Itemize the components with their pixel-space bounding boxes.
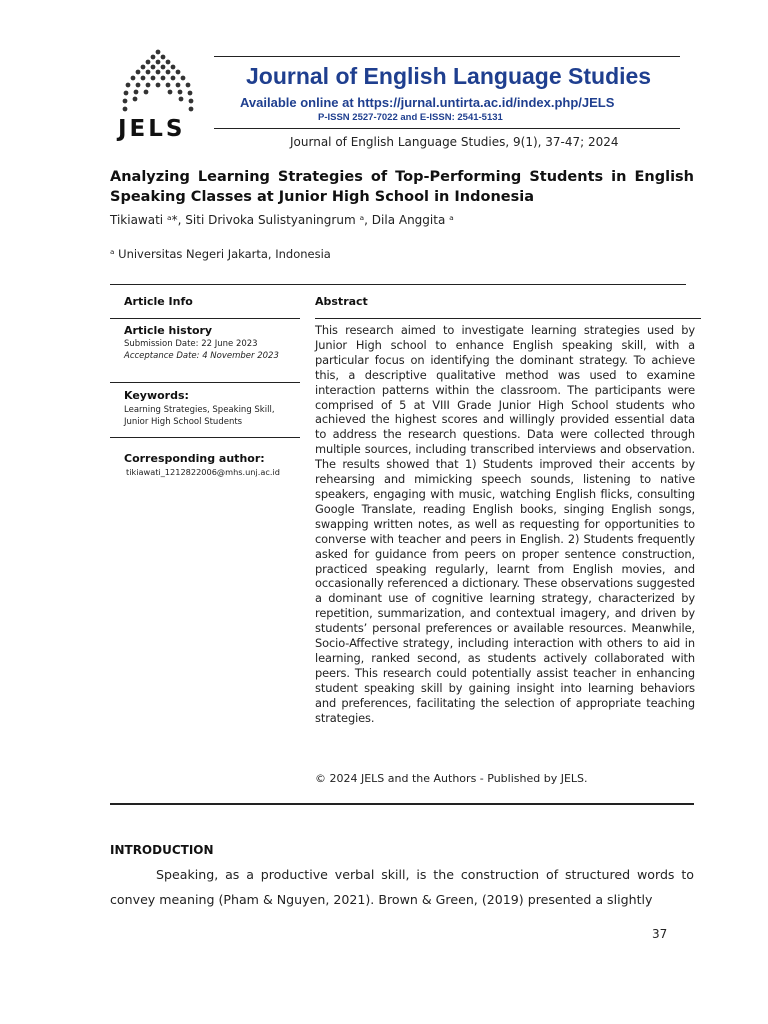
submission-date: Submission Date: 22 June 2023 [124,339,258,349]
copyright-notice: © 2024 JELS and the Authors - Published by JELS. [315,772,588,785]
corresponding-author-heading: Corresponding author: [124,452,265,465]
journal-title: Journal of English Language Studies [246,63,652,89]
keywords-rule [110,437,300,438]
introduction-heading: INTRODUCTION [110,843,214,857]
available-online-link[interactable]: Available online at https://jurnal.untirta.ac.id/index.php/JELS [240,95,615,110]
abstract-rule [315,318,701,319]
keywords-list: Learning Strategies, Speaking Skill, Junior High School Students [124,405,275,427]
abstract-bottom-rule [110,803,694,805]
title-separator [110,284,686,285]
logo-text: JELS [118,116,186,142]
history-rule [110,382,300,383]
affiliation: ᵃ Universitas Negeri Jakarta, Indonesia [110,247,331,261]
header-rule-bottom [214,128,680,129]
issn-line: P-ISSN 2527-7022 and E-ISSN: 2541-5131 [318,112,503,123]
article-info-rule [110,318,300,319]
citation-line: Journal of English Language Studies, 9(1), 37-47; 2024 [290,135,619,149]
header-rule-top [214,56,680,57]
article-info-heading: Article Info [124,295,193,308]
author-email[interactable]: tikiawati_1212822006@mhs.unj.ac.id [126,467,280,477]
paper-title: Analyzing Learning Strategies of Top-Performing Students in English Speaking Classes at Junior High School in Indonesia [110,169,694,205]
page-number: 37 [652,927,668,941]
introduction-body: Speaking, as a productive verbal skill, is the construction of structured words to convey meaning (Pham & Nguyen, 2021). Brown & Green, (2019) presented a slightly [110,867,694,907]
abstract-heading: Abstract [315,295,368,308]
acceptance-date: Acceptance Date: 4 November 2023 [124,351,279,361]
keywords-heading: Keywords: [124,389,189,402]
article-history-heading: Article history [124,324,213,337]
author-list: Tikiawati ᵃ*, Siti Drivoka Sulistyaningrum ᵃ, Dila Anggita ᵃ [110,213,454,227]
abstract-body: This research aimed to investigate learning strategies used by Junior High school to enhance English speaking skill, with a particular focus on identifying the dominant strategy. To achieve this, a descriptive qualitative method was used to examine interaction patterns within the classroom. The participants were comprised of 5 at VIII Grade Junior High School students who achieved the highest scores and willingly provided essential data to address the research questions. Data were collected through multiple sources, including transcribed interviews and observation. The results showed that 1) Students improved their accents by rehearsing and mimicking speech sounds, listening to native speakers, engaging with music, watching English flicks, consulting Google Translate, reading English books, singing English songs, swapping written notes, as well as requesting for opportunities to converse with teacher and peers in English. 2) Students frequently asked for guidance from peers on proper sentence construction, practiced speaking regularly, learnt from English movies, and occasionally referenced a dictionary. These observations suggested a dominant use of cognitive learning strategy, characterized by repetition, summarization, and contextual imagery, and driven by students’ personal preferences or available resources. Meanwhile, Socio-Affective strategy, including interaction with others to aid in learning, ranked second, as students actively collaborated with peers. This research could potentially assist teacher in enhancing student speaking skill by gaining insight into learning behaviors and preferences, facilitating the selection of appropriate teaching strategies. [315,323,695,725]
